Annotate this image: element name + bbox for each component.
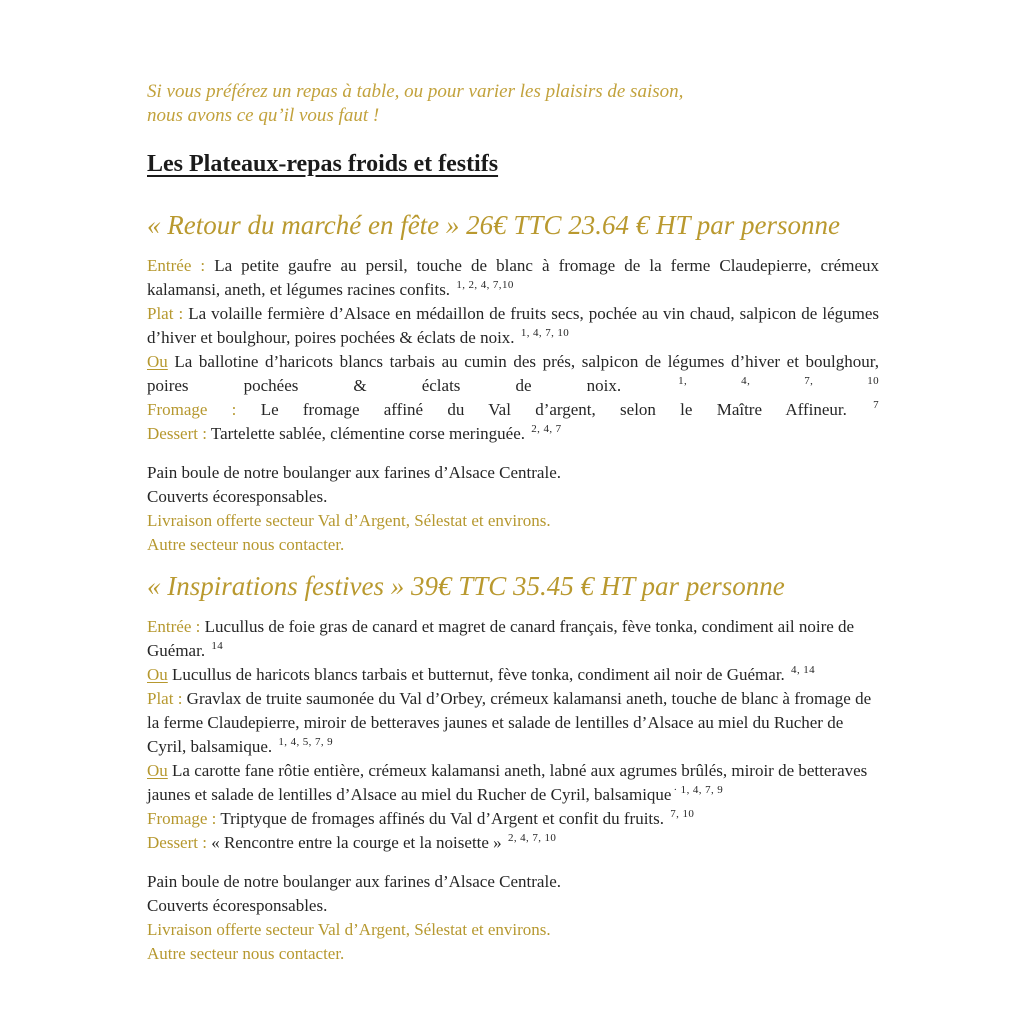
course-label-dessert: Dessert : bbox=[147, 424, 207, 443]
menu-item-plat bbox=[147, 687, 879, 759]
course-label-ou: Ou bbox=[147, 761, 168, 780]
menu-item-plat bbox=[147, 302, 879, 350]
course-description: La volaille fermière d’Alsace en médaillon de fruits secs, pochée au vin chaud, salpicon de légumes d’hiver et boulghour, poires pochées & éclats de noix. bbox=[147, 304, 880, 347]
menu-item-ou bbox=[147, 350, 879, 398]
menu-item-ou bbox=[147, 663, 879, 687]
page-title bbox=[147, 150, 879, 178]
section-retour-du-marche bbox=[147, 210, 879, 557]
note-contact: Autre secteur nous contacter. bbox=[147, 944, 345, 963]
allergen-numbers: · 1, 4, 7, 9 bbox=[673, 784, 724, 797]
course-description: Le fromage affiné du Val d’argent, selon le Maître Affineur. bbox=[260, 400, 847, 419]
page-title-text: Les Plateaux-repas froids et festifs bbox=[147, 151, 499, 177]
course-description: La ballotine d’haricots blancs tarbais au cumin des prés, salpicon de légumes d’hiver et boulghour, poires pochées & éclats de noix. bbox=[147, 352, 879, 395]
course-label-ou: Ou bbox=[147, 352, 168, 371]
allergen-numbers: 1, 2, 4, 7,10 bbox=[456, 279, 514, 292]
section-title-inspirations-festives: « Inspirations festives » 39€ TTC 35.45 € HT par personne bbox=[147, 571, 785, 601]
course-label-fromage: Fromage : bbox=[147, 400, 237, 419]
note-contact: Autre secteur nous contacter. bbox=[147, 535, 345, 554]
section-footer-notes bbox=[147, 461, 879, 557]
allergen-numbers: 7, 10 bbox=[670, 808, 695, 821]
allergen-numbers: 7 bbox=[873, 399, 880, 412]
note-bread: Pain boule de notre boulanger aux farines d’Alsace Centrale. bbox=[147, 872, 561, 891]
course-label-entree: Entrée : bbox=[147, 256, 206, 275]
menu-item-dessert bbox=[147, 422, 879, 446]
menu-item-entree bbox=[147, 615, 879, 663]
allergen-numbers: 1, 4, 5, 7, 9 bbox=[278, 736, 334, 749]
course-description: Triptyque de fromages affinés du Val d’Argent et confit du fruits. bbox=[220, 809, 665, 828]
allergen-numbers: 2, 4, 7 bbox=[531, 423, 562, 436]
section-footer-notes bbox=[147, 870, 879, 966]
allergen-numbers: 14 bbox=[211, 640, 224, 653]
menu-item-dessert bbox=[147, 831, 879, 855]
course-label-plat: Plat : bbox=[147, 689, 183, 708]
course-description: Tartelette sablée, clémentine corse meringuée. bbox=[210, 424, 526, 443]
course-description: Lucullus de haricots blancs tarbais et butternut, fève tonka, condiment ail noir de Guémar. bbox=[172, 665, 785, 684]
allergen-numbers: 1, 4, 7, 10 bbox=[520, 327, 570, 340]
course-label-plat: Plat : bbox=[147, 304, 184, 323]
course-label-ou: Ou bbox=[147, 665, 168, 684]
course-label-fromage: Fromage : bbox=[147, 809, 217, 828]
course-description: Gravlax de truite saumonée du Val d’Orbey, crémeux kalamansi aneth, touche de blanc à fromage de la ferme Claudepierre, miroir de betteraves jaunes et salade de lentilles d’Alsace au miel du Rucher de Cyril, balsamique. bbox=[147, 689, 872, 756]
note-delivery: Livraison offerte secteur Val d’Argent, Sélestat et environs. bbox=[147, 920, 551, 939]
allergen-numbers: 1, 4, 7, 10 bbox=[678, 375, 880, 388]
menu-item-ou bbox=[147, 759, 879, 807]
allergen-numbers: 4, 14 bbox=[791, 664, 816, 677]
course-description: « Rencontre entre la courge et la noisette » bbox=[211, 833, 502, 852]
course-label-entree: Entrée : bbox=[147, 617, 201, 636]
allergen-numbers: 2, 4, 7, 10 bbox=[507, 832, 557, 845]
intro-text bbox=[147, 80, 879, 128]
menu-item-fromage bbox=[147, 807, 879, 831]
menu-item-fromage bbox=[147, 398, 879, 422]
note-cutlery: Couverts écoresponsables. bbox=[147, 487, 328, 506]
note-cutlery: Couverts écoresponsables. bbox=[147, 896, 328, 915]
note-delivery: Livraison offerte secteur Val d’Argent, Sélestat et environs. bbox=[147, 511, 551, 530]
course-label-dessert: Dessert : bbox=[147, 833, 207, 852]
section-inspirations-festives bbox=[147, 571, 879, 966]
intro-line-1: Si vous préférez un repas à table, ou pour varier les plaisirs de saison, bbox=[147, 81, 684, 102]
note-bread: Pain boule de notre boulanger aux farines d’Alsace Centrale. bbox=[147, 463, 561, 482]
course-description: La petite gaufre au persil, touche de blanc à fromage de la ferme Claudepierre, crémeux kalamansi, aneth, et légumes racines confits. bbox=[147, 256, 879, 299]
course-description: La carotte fane rôtie entière, crémeux kalamansi aneth, labné aux agrumes brûlés, miroir de betteraves jaunes et salade de lentilles d’Alsace au miel du Rucher de Cyril, balsamique bbox=[147, 761, 868, 804]
section-title-retour-du-marche: « Retour du marché en fête » 26€ TTC 23.64 € HT par personne bbox=[147, 210, 840, 240]
intro-line-2: nous avons ce qu’il vous faut ! bbox=[147, 105, 380, 126]
course-description: Lucullus de foie gras de canard et magret de canard français, fève tonka, condiment ail noire de Guémar. bbox=[147, 617, 855, 660]
menu-item-entree bbox=[147, 254, 879, 302]
